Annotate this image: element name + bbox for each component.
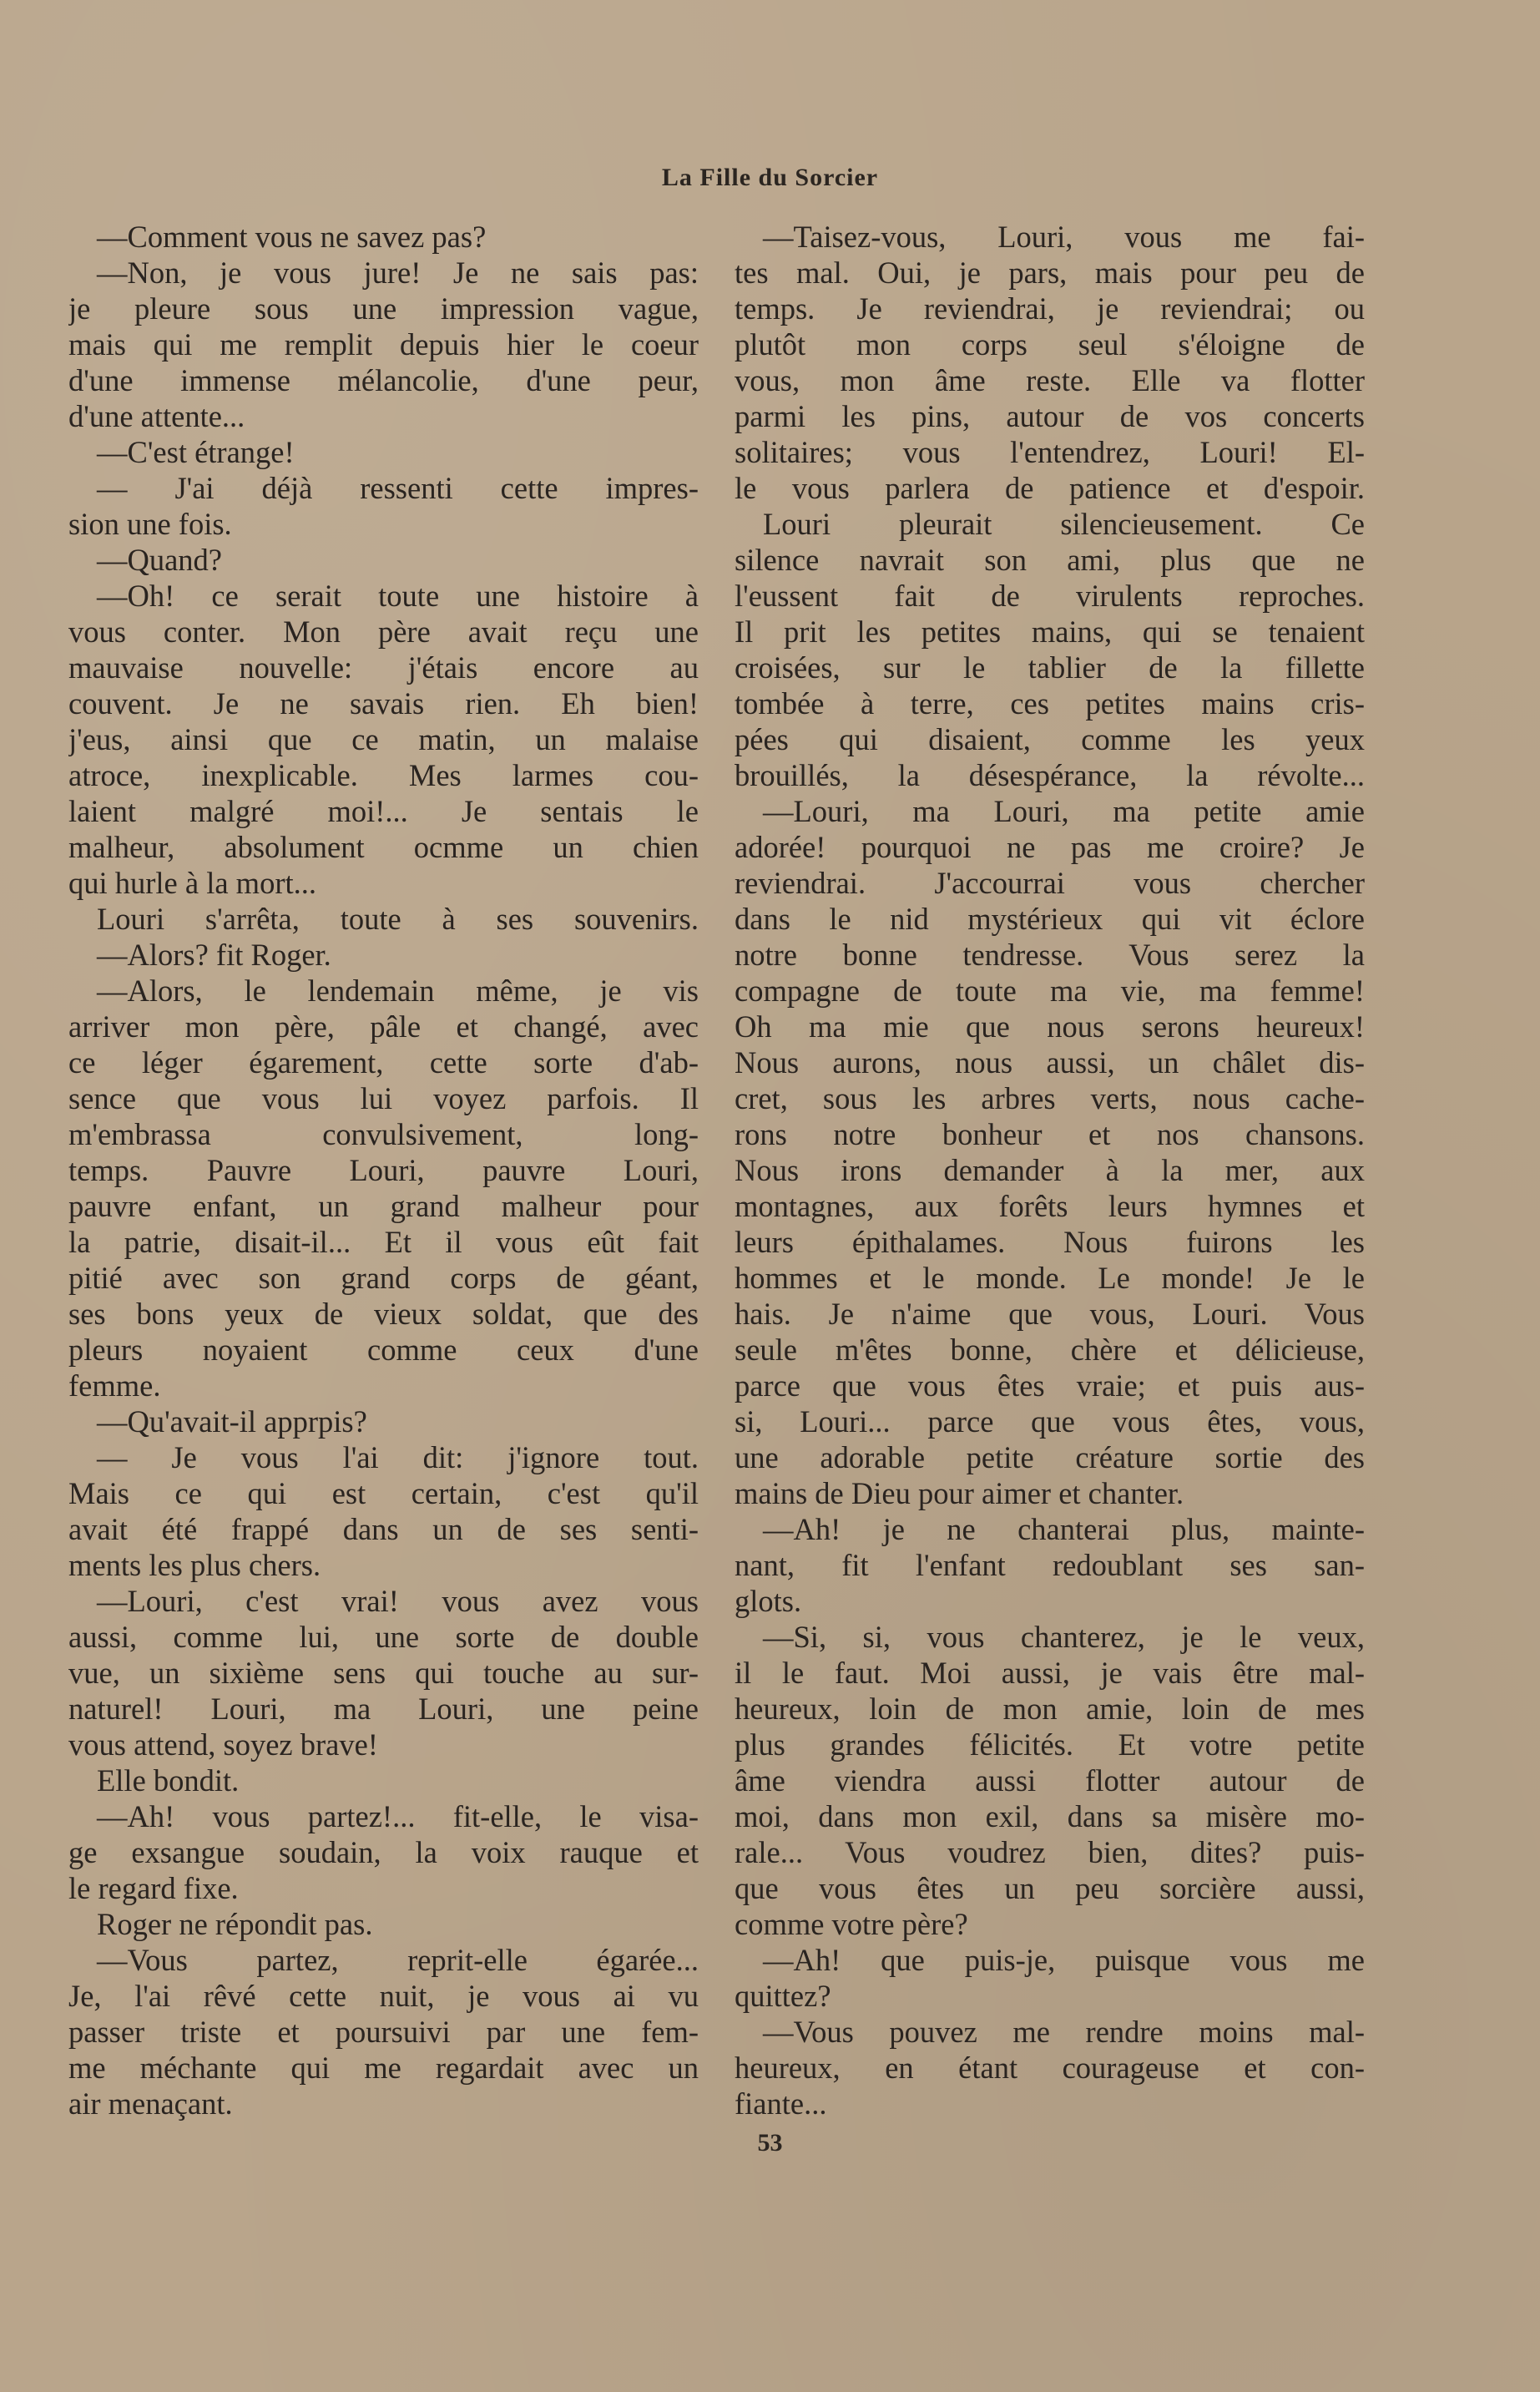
- text-line: quittez?: [735, 1979, 831, 2013]
- text-line: sence que vous lui voyez parfois. Il: [68, 1081, 699, 1115]
- text-line: d'une immense mélancolie, d'une peur,: [68, 363, 699, 397]
- text-line: Nous aurons, nous aussi, un châlet dis-: [735, 1045, 1365, 1080]
- text-line: rons notre bonheur et nos chansons.: [735, 1117, 1365, 1151]
- text-line: Louri s'arrêta, toute à ses souvenirs.: [97, 902, 699, 936]
- text-line: —Qu'avait-il apprpis?: [97, 1404, 367, 1439]
- text-line: pées qui disaient, comme les yeux: [735, 722, 1365, 756]
- text-line: couvent. Je ne savais rien. Eh bien!: [68, 686, 699, 721]
- page-number: 53: [757, 2129, 783, 2157]
- text-line: sion une fois.: [68, 507, 232, 541]
- text-line: — Je vous l'ai dit: j'ignore tout.: [97, 1440, 699, 1474]
- text-line: —Ah! je ne chanterai plus, mainte-: [763, 1512, 1365, 1546]
- text-line: cret, sous les arbres verts, nous cache-: [735, 1081, 1365, 1115]
- text-line: croisées, sur le tablier de la fillette: [735, 650, 1365, 685]
- text-line: passer triste et poursuivi par une fem-: [68, 2015, 699, 2049]
- right-text-column: [735, 219, 1365, 2121]
- text-line: —Ah! vous partez!... fit-elle, le visa-: [97, 1799, 699, 1833]
- text-line: —Alors, le lendemain même, je vis: [97, 973, 699, 1008]
- text-line: vous attend, soyez brave!: [68, 1727, 378, 1762]
- text-line: le regard fixe.: [68, 1871, 239, 1905]
- text-line: —Quand?: [97, 543, 223, 577]
- text-line: la patrie, disait-il... Et il vous eût fait: [68, 1225, 699, 1259]
- text-line: j'eus, ainsi que ce matin, un malaise: [68, 722, 699, 756]
- text-line: Elle bondit.: [97, 1763, 240, 1798]
- text-line: Nous irons demander à la mer, aux: [735, 1153, 1365, 1187]
- text-line: arriver mon père, pâle et changé, avec: [68, 1009, 699, 1044]
- text-line: mains de Dieu pour aimer et chanter.: [735, 1476, 1184, 1510]
- text-line: malheur, absolument ocmme un chien: [68, 830, 699, 864]
- text-line: ce léger égarement, cette sorte d'ab-: [68, 1045, 699, 1080]
- text-line: hais. Je n'aime que vous, Louri. Vous: [735, 1297, 1365, 1331]
- text-line: tes mal. Oui, je pars, mais pour peu de: [735, 255, 1365, 290]
- text-line: Roger ne répondit pas.: [97, 1907, 373, 1941]
- text-line: —Taisez-vous, Louri, vous me fai-: [763, 220, 1365, 254]
- text-line: reviendrai. J'accourrai vous chercher: [735, 866, 1365, 900]
- text-line: —Non, je vous jure! Je ne sais pas:: [97, 255, 699, 290]
- text-line: Mais ce qui est certain, c'est qu'il: [68, 1476, 699, 1510]
- text-line: je pleure sous une impression vague,: [68, 291, 699, 326]
- text-line: m'embrassa convulsivement, long-: [68, 1117, 699, 1151]
- text-line: Je, l'ai rêvé cette nuit, je vous ai vu: [68, 1979, 699, 2013]
- text-line: seule m'êtes bonne, chère et délicieuse,: [735, 1333, 1365, 1367]
- text-line: rale... Vous voudrez bien, dites? puis-: [735, 1835, 1365, 1869]
- text-line: —Comment vous ne savez pas?: [97, 220, 487, 254]
- text-line: pleurs noyaient comme ceux d'une: [68, 1333, 699, 1367]
- text-line: mais qui me remplit depuis hier le coeur: [68, 327, 699, 362]
- text-line: hommes et le monde. Le monde! Je le: [735, 1261, 1365, 1295]
- text-line: d'une attente...: [68, 399, 245, 433]
- text-line: il le faut. Moi aussi, je vais être mal-: [735, 1656, 1365, 1690]
- text-line: —Vous pouvez me rendre moins mal-: [763, 2015, 1365, 2049]
- text-line: vue, un sixième sens qui touche au sur-: [68, 1656, 699, 1690]
- text-line: solitaires; vous l'entendrez, Louri! El-: [735, 435, 1365, 469]
- text-line: Oh ma mie que nous serons heureux!: [735, 1009, 1365, 1044]
- text-line: heureux, en étant courageuse et con-: [735, 2051, 1365, 2085]
- left-text-column: [68, 219, 699, 2121]
- text-line: femme.: [68, 1368, 161, 1403]
- text-line: aussi, comme lui, une sorte de double: [68, 1620, 699, 1654]
- text-line: le vous parlera de patience et d'espoir.: [735, 471, 1365, 505]
- text-line: temps. Pauvre Louri, pauvre Louri,: [68, 1153, 699, 1187]
- text-line: moi, dans mon exil, dans sa misère mo-: [735, 1799, 1365, 1833]
- text-line: — J'ai déjà ressenti cette impres-: [97, 471, 699, 505]
- text-line: silence navrait son ami, plus que ne: [735, 543, 1365, 577]
- text-line: que vous êtes un peu sorcière aussi,: [735, 1871, 1365, 1905]
- text-line: air menaçant.: [68, 2086, 233, 2121]
- text-line: si, Louri... parce que vous êtes, vous,: [735, 1404, 1365, 1439]
- text-line: —C'est étrange!: [97, 435, 295, 469]
- text-line: laient malgré moi!... Je sentais le: [68, 794, 699, 828]
- text-line: naturel! Louri, ma Louri, une peine: [68, 1692, 699, 1726]
- text-line: pauvre enfant, un grand malheur pour: [68, 1189, 699, 1223]
- text-line: compagne de toute ma vie, ma femme!: [735, 973, 1365, 1008]
- text-line: l'eussent fait de virulents reproches.: [735, 579, 1365, 613]
- text-line: parmi les pins, autour de vos concerts: [735, 399, 1365, 433]
- text-line: atroce, inexplicable. Mes larmes cou-: [68, 758, 699, 792]
- text-line: comme votre père?: [735, 1907, 968, 1941]
- text-line: tombée à terre, ces petites mains cris-: [735, 686, 1365, 721]
- text-line: vous, mon âme reste. Elle va flotter: [735, 363, 1365, 397]
- text-line: qui hurle à la mort...: [68, 866, 316, 900]
- text-line: une adorable petite créature sortie des: [735, 1440, 1365, 1474]
- text-line: vous conter. Mon père avait reçu une: [68, 614, 699, 649]
- text-line: —Louri, ma Louri, ma petite amie: [763, 794, 1365, 828]
- text-line: brouillés, la désespérance, la révolte...: [735, 758, 1365, 792]
- text-line: adorée! pourquoi ne pas me croire? Je: [735, 830, 1365, 864]
- text-line: —Ah! que puis-je, puisque vous me: [763, 1943, 1365, 1977]
- text-line: avait été frappé dans un de ses senti-: [68, 1512, 699, 1546]
- text-line: plus grandes félicités. Et votre petite: [735, 1727, 1365, 1762]
- text-line: —Vous partez, reprit-elle égarée...: [97, 1943, 699, 1977]
- text-line: mauvaise nouvelle: j'étais encore au: [68, 650, 699, 685]
- text-line: âme viendra aussi flotter autour de: [735, 1763, 1365, 1798]
- text-line: Louri pleurait silencieusement. Ce: [763, 507, 1365, 541]
- text-line: nant, fit l'enfant redoublant ses san-: [735, 1548, 1365, 1582]
- text-line: me méchante qui me regardait avec un: [68, 2051, 699, 2085]
- text-line: —Si, si, vous chanterez, je le veux,: [763, 1620, 1365, 1654]
- text-line: —Oh! ce serait toute une histoire à: [97, 579, 699, 613]
- text-line: montagnes, aux forêts leurs hymnes et: [735, 1189, 1365, 1223]
- text-line: glots.: [735, 1584, 802, 1618]
- text-line: ge exsangue soudain, la voix rauque et: [68, 1835, 699, 1869]
- text-line: notre bonne tendresse. Vous serez la: [735, 938, 1365, 972]
- text-line: dans le nid mystérieux qui vit éclore: [735, 902, 1365, 936]
- text-line: —Louri, c'est vrai! vous avez vous: [97, 1584, 699, 1618]
- text-line: fiante...: [735, 2086, 827, 2121]
- text-line: ments les plus chers.: [68, 1548, 321, 1582]
- text-line: temps. Je reviendrai, je reviendrai; ou: [735, 291, 1365, 326]
- text-line: ses bons yeux de vieux soldat, que des: [68, 1297, 699, 1331]
- text-line: —Alors? fit Roger.: [97, 938, 331, 972]
- running-title: La Fille du Sorcier: [661, 164, 879, 191]
- text-line: Il prit les petites mains, qui se tenaient: [735, 614, 1365, 649]
- text-line: pitié avec son grand corps de géant,: [68, 1261, 699, 1295]
- text-line: leurs épithalames. Nous fuirons les: [735, 1225, 1365, 1259]
- text-line: parce que vous êtes vraie; et puis aus-: [735, 1368, 1365, 1403]
- text-line: heureux, loin de mon amie, loin de mes: [735, 1692, 1365, 1726]
- text-line: plutôt mon corps seul s'éloigne de: [735, 327, 1365, 362]
